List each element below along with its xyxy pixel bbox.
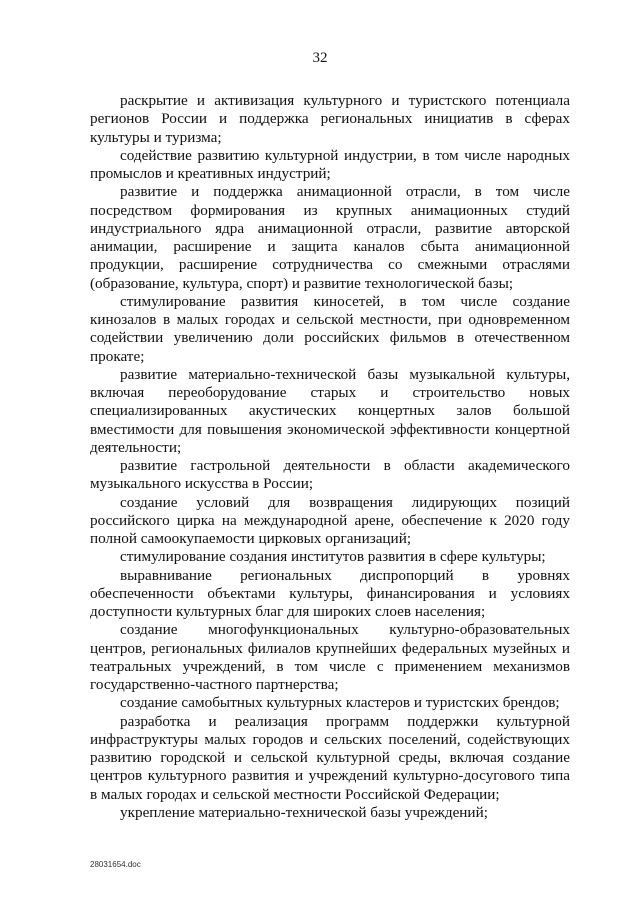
paragraph: развитие и поддержка анимационной отрасли, в том числе посредством формирования из крупных анимационных студий индустриального ядра анимационной отрасли, развитие авторской анимации, расширение и защита каналов сбыта анимационной продукции, расширение сотрудничества со смежными отраслями (образование, культура, спорт) и развитие технологической базы; xyxy=(90,183,570,292)
paragraph: раскрытие и активизация культурного и туристского потенциала регионов России и поддержка региональных инициатив в сферах культуры и туризма; xyxy=(90,92,570,146)
paragraph: создание условий для возвращения лидирующих позиций российского цирка на международной арене, обеспечение к 2020 году полной самоокупаемости цирковых организаций; xyxy=(90,493,570,547)
footer-filename: 28031654.doc xyxy=(90,860,141,869)
paragraph: стимулирование развития киносетей, в том числе создание кинозалов в малых городах и сельской местности, при одновременном содействии увеличению доли российских фильмов в отечественном прокате; xyxy=(90,292,570,365)
paragraph: создание многофункциональных культурно-образовательных центров, региональных филиалов крупнейших федеральных музейных и театральных учреждений, в том числе с применением механизмов государственно-частного партнерства; xyxy=(90,621,570,693)
paragraph: содействие развитию культурной индустрии, в том числе народных промыслов и креативных индустрий; xyxy=(90,146,570,182)
paragraph: развитие материально-технической базы музыкальной культуры, включая переоборудование старых и строительство новых специализированных акустических концертных залов большой вместимости для повышения экономической эффективности концертной деятельности; xyxy=(90,365,570,456)
document-body xyxy=(90,92,570,822)
paragraph: стимулирование создания институтов развития в сфере культуры; xyxy=(120,548,546,566)
paragraph: развитие гастрольной деятельности в области академического музыкального искусства в России; xyxy=(90,457,570,493)
paragraph: создание самобытных культурных кластеров и туристских брендов; xyxy=(120,694,560,712)
paragraph: выравнивание региональных диспропорций в уровнях обеспеченности объектами культуры, финансирования и условиях доступности культурных благ для широких слоев населения; xyxy=(90,566,570,620)
paragraph: разработка и реализация программ поддержки культурной инфраструктуры малых городов и сельских поселений, содействующих развитию городской и сельской культурной среды, включая создание центров культурного развития и учреждений культурно-досугового типа в малых городах и сельской местности Российской Федерации; xyxy=(90,712,570,803)
page-number: 32 xyxy=(312,50,328,66)
paragraph: укрепление материально-технической базы учреждений; xyxy=(120,803,488,821)
